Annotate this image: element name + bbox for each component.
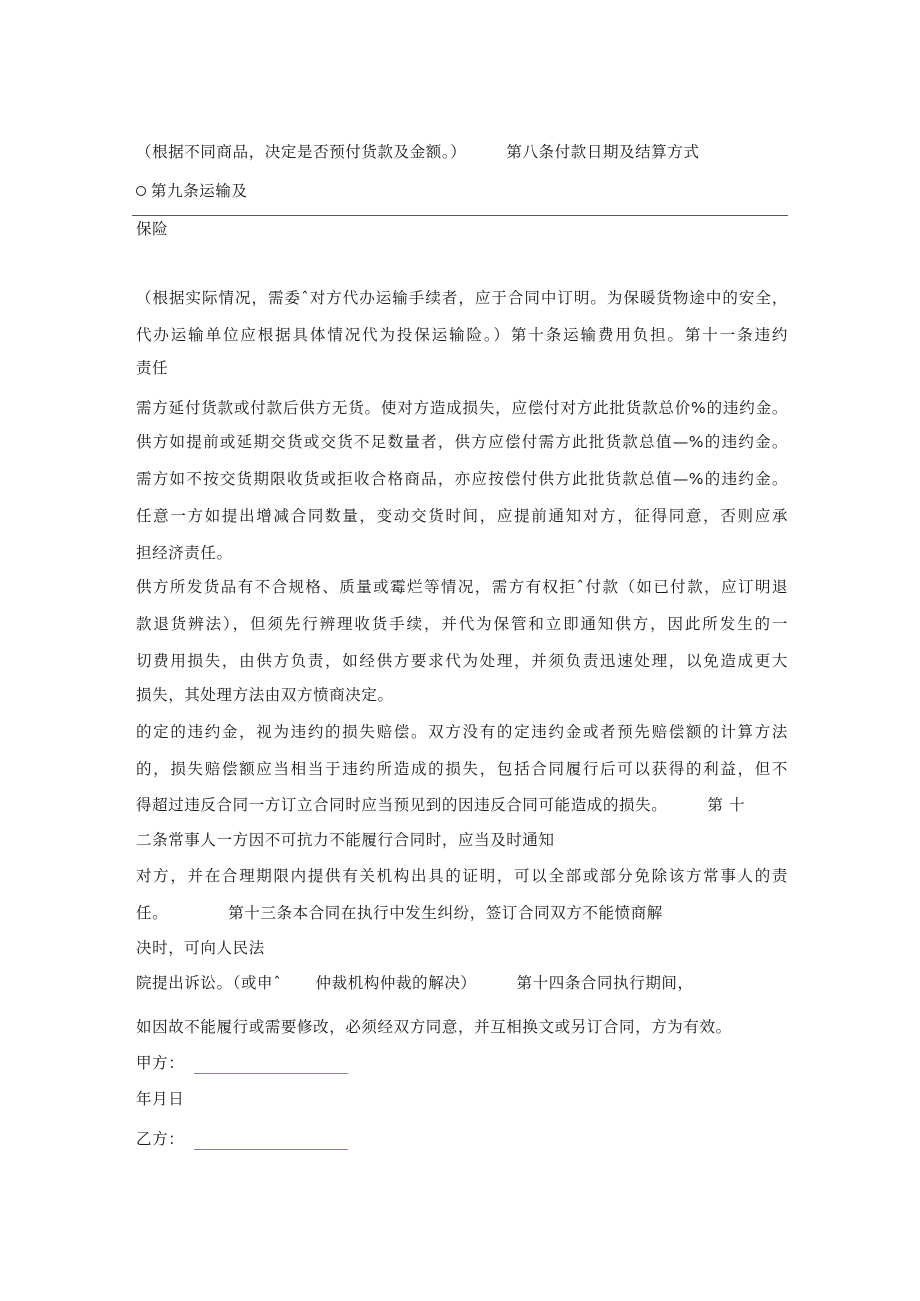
lawsuit-text: 院提出诉讼。（或申ˆ [136, 974, 282, 992]
text-line: 对方，并在合理期限内提供有关机构出具的证明，可以全部或部分免除该方常事人的责 [136, 867, 788, 885]
date-line: 年月日 [136, 1090, 185, 1108]
text-line [136, 181, 248, 201]
party-a-signature-line[interactable] [194, 1073, 348, 1074]
text-line: 损失，其处理方法由双方愤商决定。 [136, 686, 394, 704]
text-line: （根据实际情况，需委ˆ对方代办运输手续者，应于合同中订明。为保暖货物途中的安全， [136, 289, 788, 307]
text-line: 款退货辨法），但须先行辨理收货手续，并代为保管和立即通知供方，因此所发生的一 [136, 615, 788, 633]
article-13-heading: 第十三条本合同在执行中发生纠纷，签订合同双方不能愤商解 [228, 904, 663, 922]
text-line: 代办运输单位应根据具体情况代为投保运输险。）第十条运输费用负担。第十一条违约 [136, 326, 788, 344]
text-line: 如因故不能履行或需要修改，必须经双方同意，并互相换文或另订合同，方为有效。 [136, 1018, 732, 1036]
text-line: 切费用损失，由供方负责，如经供方要求代为处理，并须负责迅速处理，以免造成更大 [136, 652, 788, 670]
party-b-signature-line[interactable] [194, 1149, 348, 1150]
text-line: 任意一方如提出增减合同数量，变动交货时间，应提前通知对方，征得同意，否则应承 [136, 507, 788, 525]
text-line: 担经济责任。 [136, 544, 233, 562]
arbitration-text: 仲裁机构仲裁的解决） [315, 974, 477, 992]
text-line: 的，损失赔偿额应当相当于违约所造成的损失，包括合同履行后可以获得的利益，但不 [136, 760, 788, 778]
text-line: 的定的违约金，视为违约的损失赔偿。双方没有的定违约金或者预先赔偿额的计算方法 [136, 723, 788, 741]
text-fragment: 任。 [136, 904, 169, 922]
circle-bullet-icon [136, 186, 146, 196]
text-line [136, 795, 745, 815]
text-line: 决时，可向人民法 [136, 939, 265, 957]
prepayment-note: （根据不同商品，决定是否预付货款及金额。） [136, 143, 467, 161]
party-b-label: 乙方： [136, 1130, 185, 1148]
text-line: 供方如提前或延期交货或交货不足数量者，供方应偿付需方此批货款总值—%的违约金。 [136, 433, 788, 451]
party-b-signature [136, 1129, 348, 1150]
text-line: 保险 [136, 220, 169, 238]
text-line: 供方所发货品有不合规格、质量或霉烂等情况，需方有权拒ˆ付款（如已付款，应订明退 [136, 578, 788, 596]
party-a-signature [136, 1053, 348, 1074]
text-line: 需方如不按交货期限收货或拒收合格商品，亦应按偿付供方此批货款总值—%的违约金。 [136, 470, 788, 488]
text-line [136, 903, 663, 923]
text-line [136, 973, 694, 993]
text-line: 责任 [136, 359, 169, 377]
horizontal-divider [132, 215, 788, 216]
text-line: 二条常事人一方因不可抗力不能履行合同时，应当及时通知 [136, 831, 555, 849]
text-line [136, 142, 700, 162]
party-a-label: 甲方： [136, 1054, 185, 1072]
liability-text: 得超过违反合同一方订立合同时应当预见到的因违反合同可能造成的损失。 [136, 796, 668, 814]
article-14-heading: 第十四条合同执行期间， [516, 974, 694, 992]
text-line: 需方延付货款或付款后供方无货。使对方造成损失，应偿付对方此批货款总价%的违约金。 [136, 399, 788, 417]
article-12-heading: 第 十 [707, 796, 746, 814]
article-8-heading: 第八条付款日期及结算方式 [506, 143, 700, 161]
article-9-heading: 第九条运输及 [151, 182, 248, 200]
